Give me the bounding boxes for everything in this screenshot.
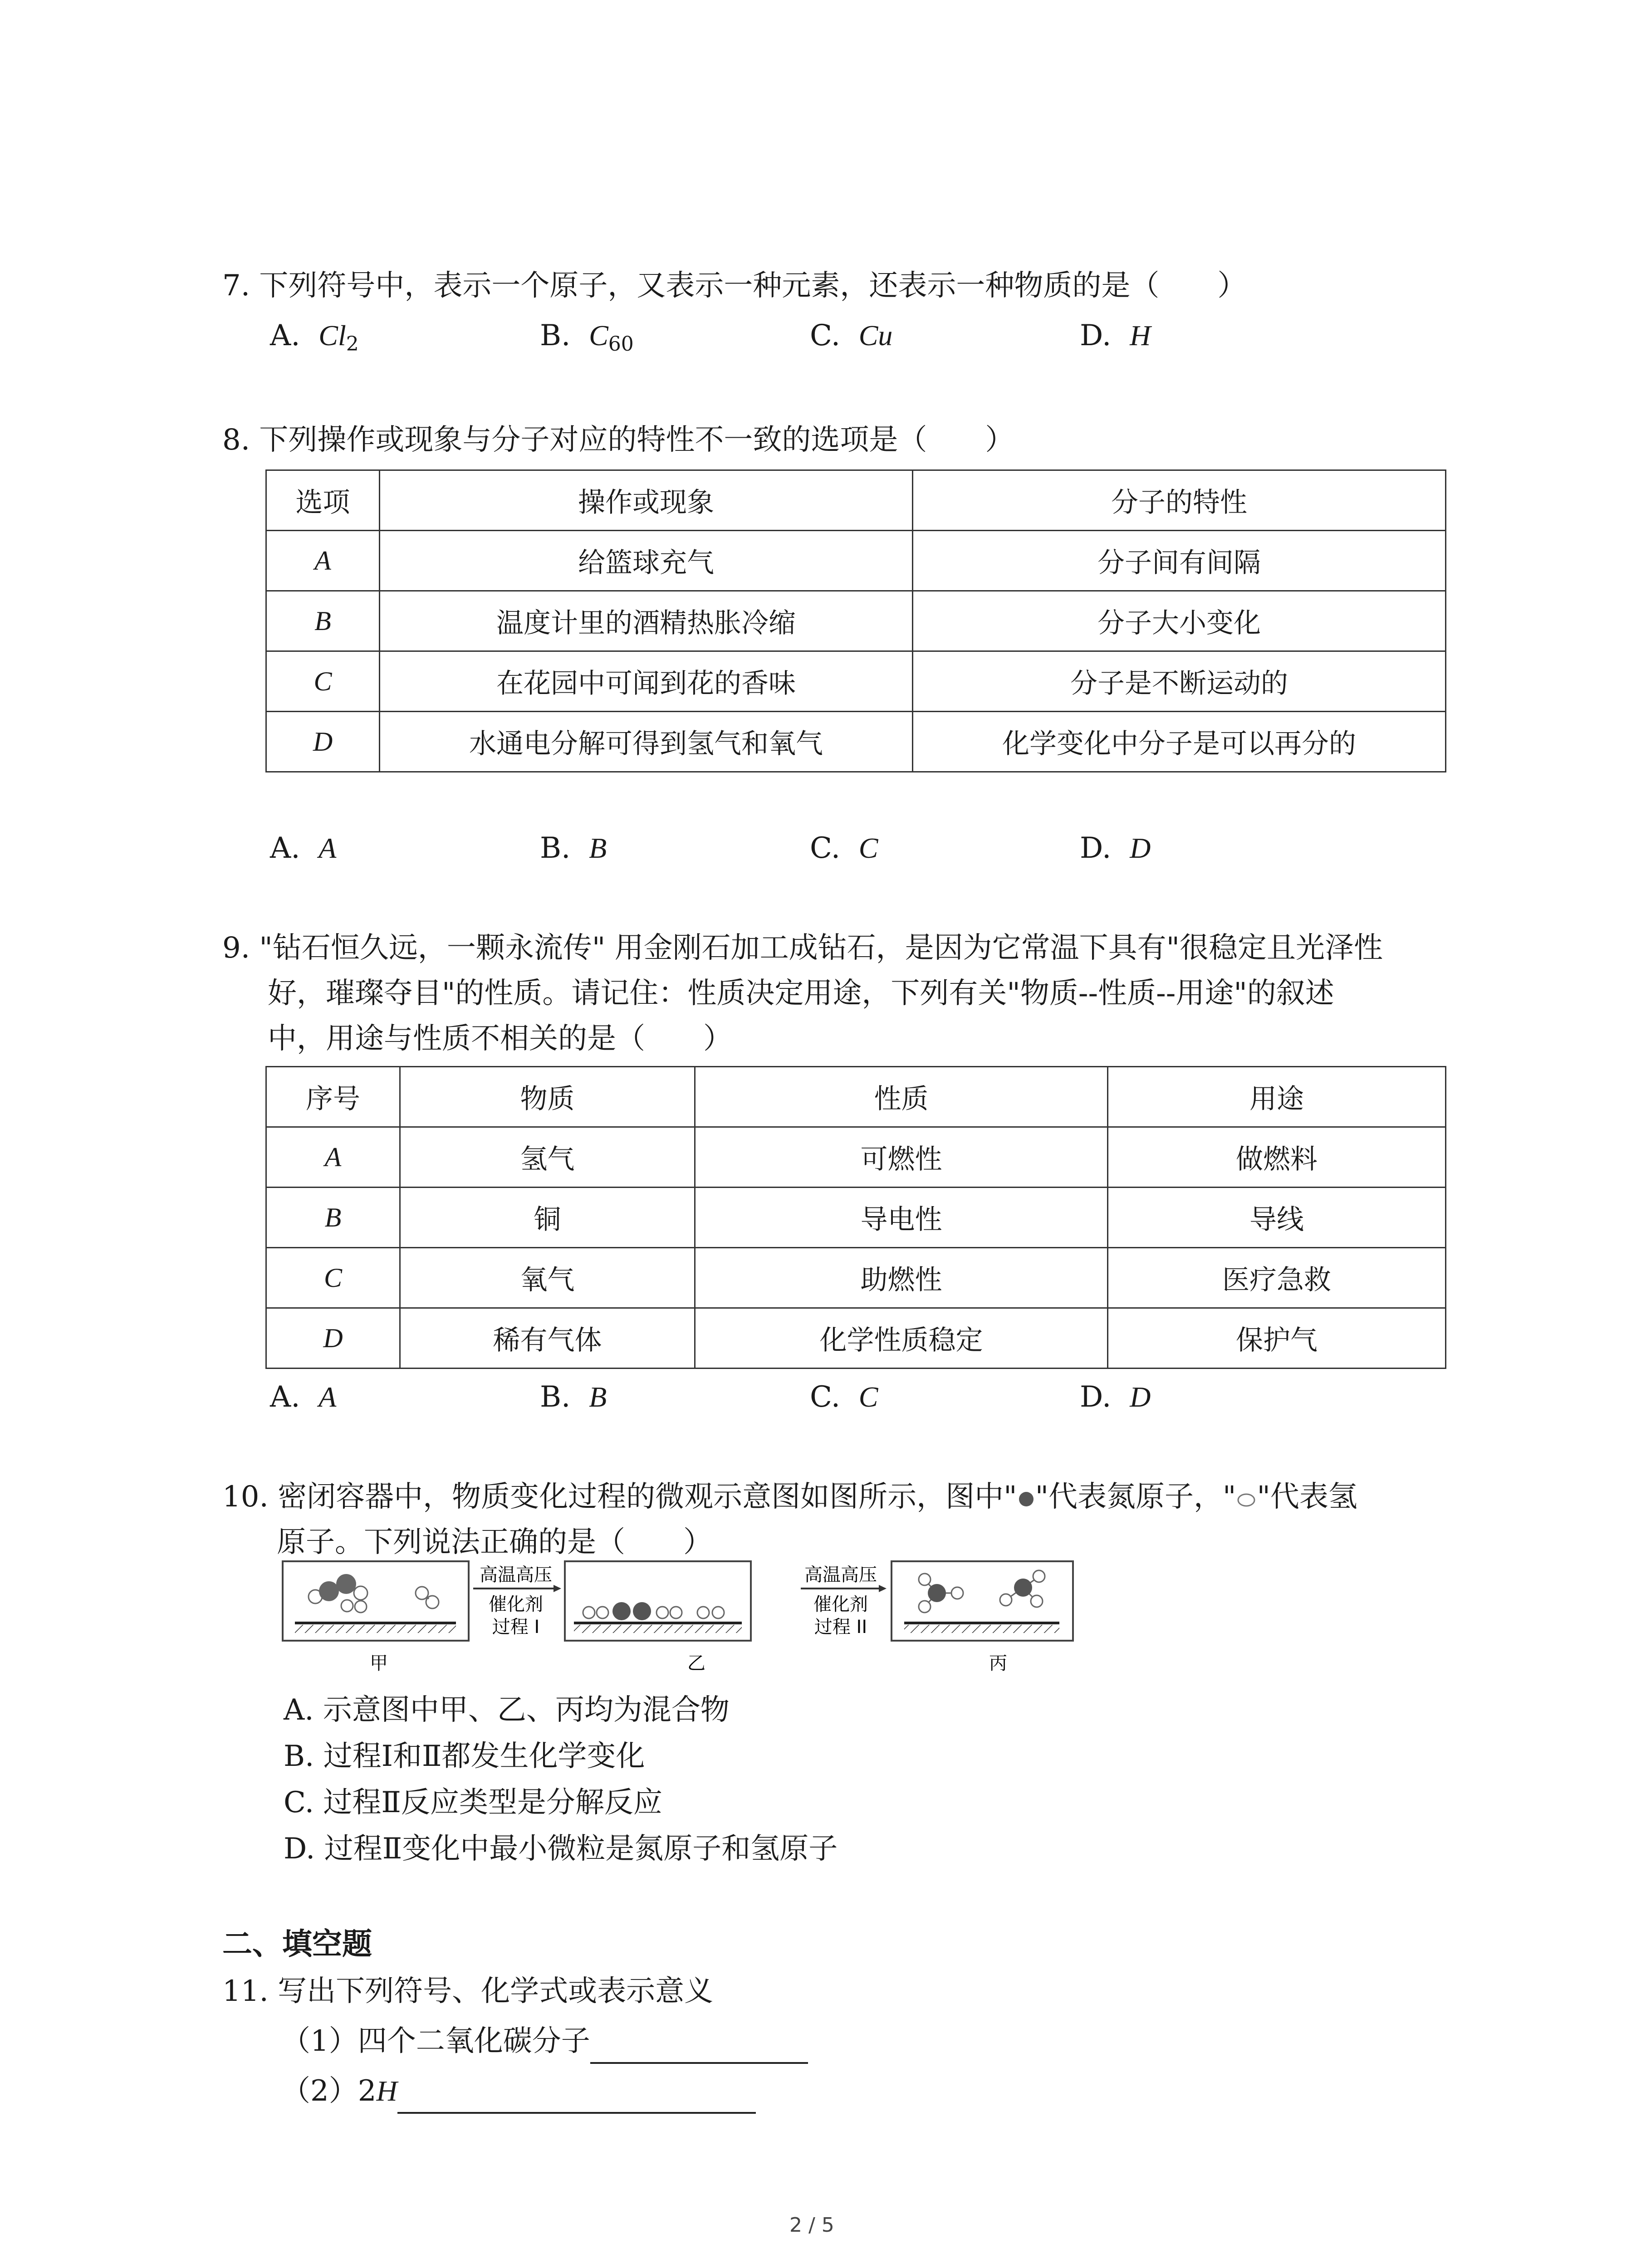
table-header: 操作或现象 [380, 470, 913, 531]
q9-stem-line2: 好，璀璨夺目"的性质。请记住：性质决定用途，下列有关"物质--性质--用途"的叙述 [268, 977, 1334, 1010]
table-header: 序号 [266, 1067, 400, 1127]
q9-stem-line1: 9. "钻石恒久远，一颗永流传" 用金刚石加工成钻石，是因为它常温下具有"很稳定且光泽性 [222, 931, 1383, 965]
process-arrow-2 [801, 1564, 887, 1637]
table-cell: C [266, 1248, 400, 1308]
q7-stem: 7. 下列符号中，表示一个原子，又表示一种元素，还表示一种物质的是（ ） [222, 269, 1247, 303]
table-cell: 保护气 [1108, 1308, 1446, 1369]
q10-option-a: A. 示意图中甲、乙、丙均为混合物 [284, 1693, 730, 1727]
table-cell: D [266, 712, 380, 772]
table-cell: 做燃料 [1108, 1127, 1446, 1188]
diagram-box-yi [565, 1561, 751, 1641]
page-number: 2 / 5 [789, 2214, 834, 2237]
table-cell: 稀有气体 [400, 1308, 695, 1369]
q9-option-d: D. D [1080, 1380, 1151, 1414]
q9-stem-line3: 中，用途与性质不相关的是（ ） [268, 1022, 732, 1056]
q9-option-c: C. C [810, 1380, 878, 1414]
section-title: 二、填空题 [222, 1926, 372, 1961]
table-cell: 导电性 [695, 1188, 1108, 1248]
q9-table [265, 1066, 1446, 1369]
arrow1-condition-line2: 催化剂 [489, 1594, 543, 1615]
q10-option-d: D. 过程Ⅱ变化中最小微粒是氮原子和氢原子 [284, 1832, 838, 1866]
q7-option-c: C. Cu [810, 319, 893, 352]
q10-option-b: B. 过程Ⅰ和Ⅱ都发生化学变化 [284, 1740, 645, 1773]
q10-stem-line2: 原子。下列说法正确的是（ ） [277, 1525, 712, 1559]
table-cell: B [266, 1188, 400, 1248]
q11-item2: （2）2H [281, 2068, 756, 2114]
answer-blank[interactable] [397, 2080, 756, 2114]
q7-option-d: D. H [1080, 319, 1151, 352]
table-header: 物质 [400, 1067, 695, 1127]
table-cell: 分子间有间隔 [913, 531, 1446, 591]
table-row [266, 1248, 1446, 1308]
diagram-label-yi: 乙 [687, 1653, 705, 1674]
table-header-row [266, 470, 1446, 531]
q7-option-a: A. $Cl_2$ [270, 319, 359, 356]
table-cell: C [266, 651, 380, 712]
q10-stem-line1: 10. 密闭容器中，物质变化过程的微观示意图如图所示，图中" "代表氮原子，" "代表氢 [222, 1480, 1357, 1514]
arrow1-condition-line1: 高温高压 [480, 1564, 552, 1585]
table-row [266, 531, 1446, 591]
table-header: 用途 [1108, 1067, 1446, 1127]
q8-option-d: D. D [1080, 831, 1151, 865]
q11-item1: （1）四个二氧化碳分子 [281, 2019, 808, 2064]
q8-option-b: B. B [540, 831, 607, 865]
table-cell: 分子是不断运动的 [913, 651, 1446, 712]
nitrogen-atom-icon [1017, 1490, 1035, 1508]
q7-option-b: B. $C_{60}$ [540, 319, 634, 356]
table-cell: A [266, 531, 380, 591]
table-row [266, 651, 1446, 712]
table-row [266, 712, 1446, 772]
table-row [266, 591, 1446, 651]
table-cell: 温度计里的酒精热胀冷缩 [380, 591, 913, 651]
q8-stem: 8. 下列操作或现象与分子对应的特性不一致的选项是（ ） [222, 423, 1014, 457]
process-arrow-1 [473, 1564, 561, 1637]
table-cell: 氢气 [400, 1127, 695, 1188]
table-header: 选项 [266, 470, 380, 531]
table-cell: 给篮球充气 [380, 531, 913, 591]
q10-micro-diagram [279, 1556, 1096, 1678]
table-cell: 氧气 [400, 1248, 695, 1308]
arrow2-condition-line3: 过程 II [814, 1617, 867, 1637]
q9-option-b: B. B [540, 1380, 607, 1414]
table-cell: 医疗急救 [1108, 1248, 1446, 1308]
q10-option-c: C. 过程Ⅱ反应类型是分解反应 [284, 1786, 662, 1819]
table-row [266, 1188, 1446, 1248]
table-header: 分子的特性 [913, 470, 1446, 531]
q11-stem: 11. 写出下列符号、化学式或表示意义 [222, 1975, 714, 2008]
table-row [266, 1127, 1446, 1188]
q8-option-a: A. A [270, 831, 337, 865]
diagram-box-jia [283, 1561, 469, 1641]
table-cell: B [266, 591, 380, 651]
arrow2-condition-line1: 高温高压 [804, 1564, 877, 1585]
q8-option-c: C. C [810, 831, 878, 865]
table-cell: D [266, 1308, 400, 1369]
table-header: 性质 [695, 1067, 1108, 1127]
table-cell: 导线 [1108, 1188, 1446, 1248]
table-cell: 铜 [400, 1188, 695, 1248]
answer-blank[interactable] [590, 2030, 808, 2064]
table-cell: 助燃性 [695, 1248, 1108, 1308]
table-cell: 在花园中可闻到花的香味 [380, 651, 913, 712]
arrow1-condition-line3: 过程 I [492, 1617, 540, 1637]
q9-option-a: A. A [270, 1380, 337, 1414]
table-header-row [266, 1067, 1446, 1127]
q8-table [265, 469, 1446, 772]
table-row [266, 1308, 1446, 1369]
diagram-label-bing: 丙 [989, 1653, 1007, 1674]
table-cell: A [266, 1127, 400, 1188]
diagram-box-bing [892, 1561, 1073, 1641]
table-cell: 分子大小变化 [913, 591, 1446, 651]
table-cell: 化学性质稳定 [695, 1308, 1108, 1369]
table-cell: 化学变化中分子是可以再分的 [913, 712, 1446, 772]
diagram-label-jia: 甲 [370, 1653, 388, 1674]
table-cell: 水通电分解可得到氢气和氧气 [380, 712, 913, 772]
hydrogen-atom-icon [1236, 1490, 1257, 1508]
table-cell: 可燃性 [695, 1127, 1108, 1188]
arrow2-condition-line2: 催化剂 [813, 1594, 868, 1615]
